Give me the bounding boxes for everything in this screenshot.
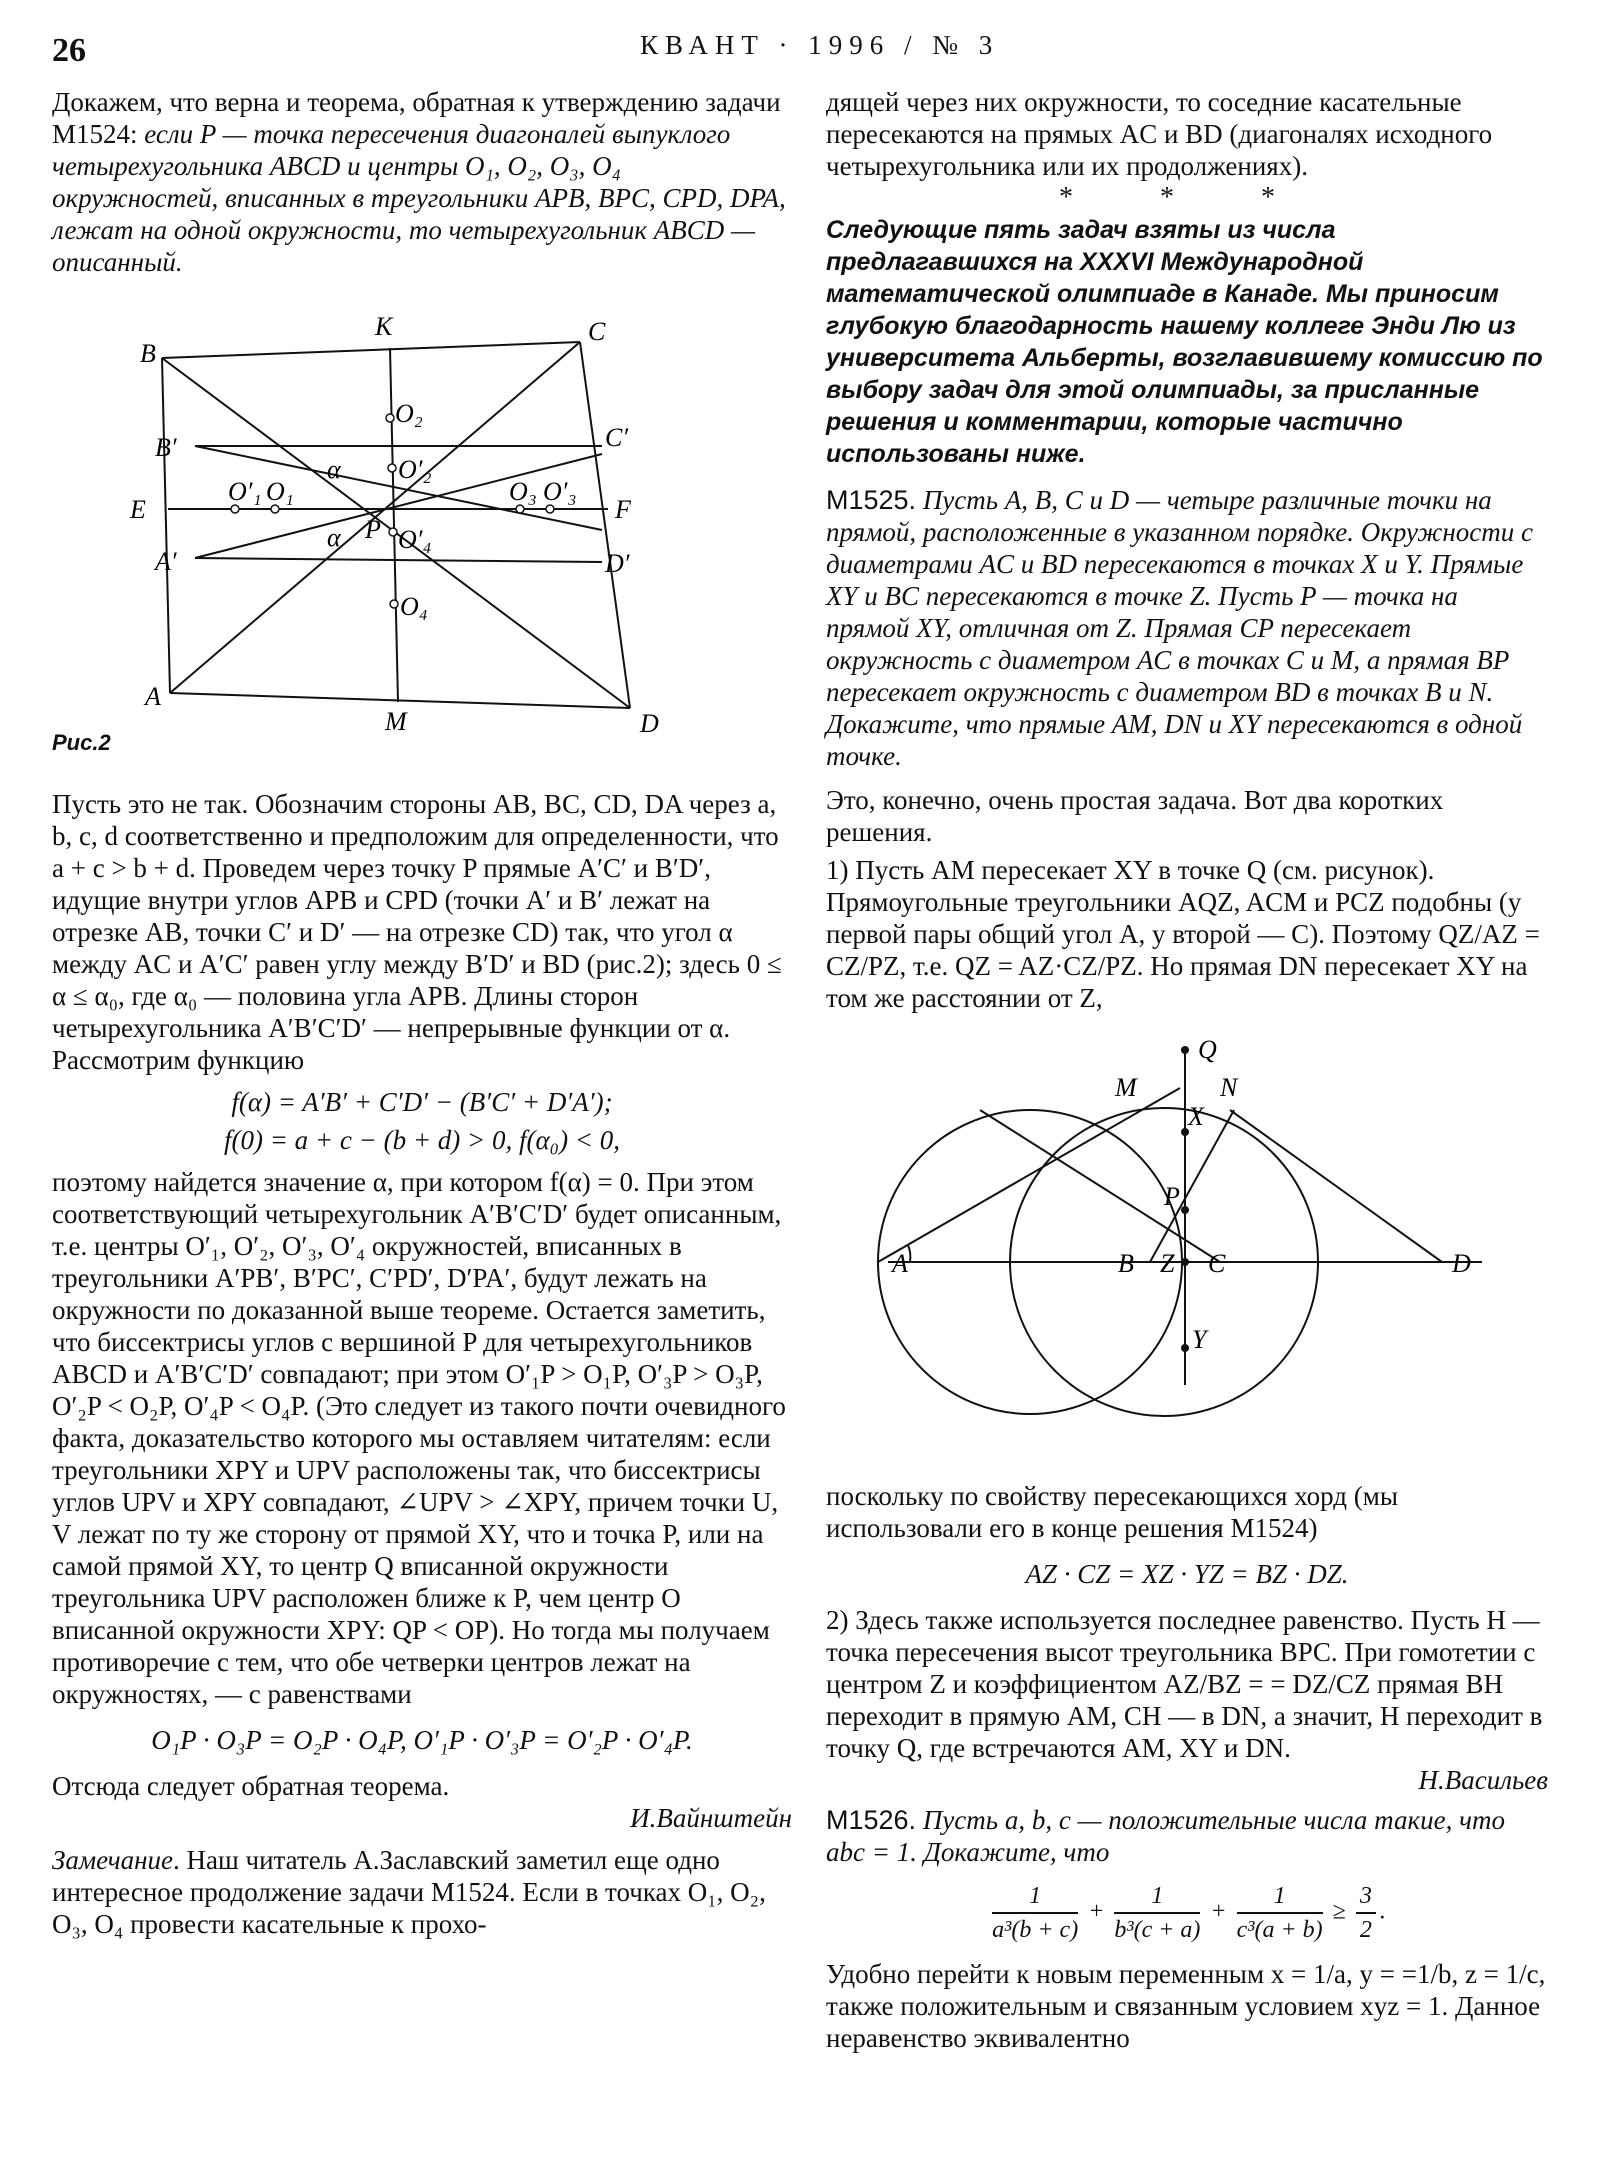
label-m: M: [1115, 1073, 1137, 1102]
label-c: C: [1208, 1249, 1226, 1278]
right-column-bottom: [826, 1480, 1548, 2054]
remark-label: Замечание: [52, 1845, 173, 1875]
side-ad: [170, 693, 630, 708]
label-d: D: [1452, 1249, 1471, 1278]
label-a-prime: A′: [155, 547, 177, 576]
intro-text: Докажем, что верна и теорема, обратная к утверждению задачи М1524:: [52, 87, 781, 149]
side-ab: [162, 358, 170, 693]
solution-2: 2) Здесь также используется последнее равенство. Пусть H — точка пересечения высот треугольника BPC. При гомотетии с центром Z и коэффициентом AZ/BZ = = DZ/CZ прямая BH переходит в прямую AM, CH — в DN, а значит, H переходит в точку Q, где встречаются AM, XY и DN.: [826, 1605, 1543, 1763]
label-e: E: [130, 495, 146, 524]
label-a: A: [892, 1249, 908, 1278]
proof-paragraph-1: Пусть это не так. Обозначим стороны AB, BC, CD, DA через a, b, c, d соответственно и предположим для определенности, что a + c > b + d. Проведем через точку P прямые A′C′ и B′D′, идущие внутри углов APB и CPD (точки A′ и B′ лежат на отрезке AB, точки C′ и D′ — на отрезке CD) так, что угол α между AC и A′C′ равен углу между B′D′ и BD (рис.2); здесь 0 ≤ α ≤ α₀, где α₀ — половина угла APB. Длины сторон четырехугольника A′B′C′D′ — непрерывные функции от α. Рассмотрим функцию: [52, 789, 782, 1075]
label-o4-prime: O′₄: [398, 525, 432, 554]
label-o1-prime: O′₁: [228, 477, 262, 506]
label-z: Z: [1160, 1249, 1175, 1278]
label-o3: O₃: [509, 477, 537, 506]
figure-circles-m1525: [870, 1040, 1510, 1480]
side-bc: [162, 342, 580, 358]
label-c-prime: C′: [605, 423, 629, 452]
label-o2-prime: O′₂: [398, 455, 432, 484]
label-o3-prime: O′₃: [543, 477, 577, 506]
label-alpha-top: α: [327, 455, 341, 484]
remark-continuation: дящей через них окружности, то соседние касательные пересекаются на прямых AC и BD (диагоналях исходного четырехугольника или их продолжениях).: [826, 87, 1493, 181]
formula-products: O₁P · O₃P = O₂P · O₄P, O′₁P · O′₃P = O′₂P · O′₄P.: [151, 1725, 693, 1755]
line-am: [878, 1088, 1180, 1262]
label-d: D: [640, 709, 659, 738]
signature-vasiliev: Н.Васильев: [1418, 1765, 1548, 1795]
problem-m1525-statement: Пусть A, B, C и D — четыре различные точки на прямой, расположенные в указанном порядке. Окружности с диаметрами AC и BD пересекаются в точках X и Y. Прямые XY и BC пересекаются в точке Z. Пусть P — точка на прямой XY, отличная от Z. Прямая CP пересекает окружность с диаметром AC в точках C и M, а прямая BP пересекает окружность с диаметром BD в точках B и N. Докажите, что прямые AM, DN и XY пересекаются в одной точке.: [826, 485, 1534, 771]
label-b: B: [1118, 1249, 1134, 1278]
label-o1: O₁: [266, 477, 294, 506]
line-a-prime-d-prime: [195, 558, 602, 562]
page-number: 26: [52, 32, 86, 69]
remark-text: . Наш читатель А.Заславский заметил еще одно интересное продолжение задачи М1524. Если в точках O₁, O₂, O₃, O₄ провести касательные к прохо-: [52, 1845, 766, 1939]
running-header: КВАНТ · 1996 / № 3: [640, 30, 1000, 60]
label-q: Q: [1198, 1040, 1217, 1064]
solution-1: 1) Пусть AM пересекает XY в точке Q (см. рисунок). Прямоугольные треугольники AQZ, ACM и PCZ подобны (у первой пары общий угол A, у второй — C). Поэтому QZ/AZ = CZ/PZ, т.е. QZ = AZ·CZ/PZ. Но прямая DN пересекает XY на том же расстоянии от Z,: [826, 855, 1540, 1013]
theorem-statement: если P — точка пересечения диагоналей выпуклого четырехугольника ABCD и центры O₁, O₂, O₃, O₄ окружностей, вписанных в треугольники APB, BPC, CPD, DPA, лежат на одной окружности, то четырехугольник ABCD — описанный.: [52, 119, 786, 277]
figure-2-quadrilateral: [100, 300, 720, 750]
label-k: K: [375, 312, 393, 341]
label-b-prime: B′: [155, 433, 177, 462]
problem-m1526-label: М1526.: [826, 1805, 917, 1835]
side-cd: [580, 342, 630, 708]
label-d-prime: D′: [605, 549, 630, 578]
signature-vainshtein: И.Вайнштейн: [630, 1803, 792, 1833]
problem-m1525-label: М1525.: [826, 485, 917, 515]
left-column-body: [52, 788, 792, 1940]
formula-f-alpha: f(α) = A′B′ + C′D′ − (B′C′ + D′A′);: [231, 1087, 613, 1117]
label-n: N: [1220, 1073, 1238, 1102]
proof-paragraph-3: Отсюда следует обратная теорема.: [52, 1771, 450, 1801]
label-m: M: [385, 707, 407, 736]
angle-mark-a: [908, 1245, 910, 1262]
label-alpha-bottom: α: [327, 523, 341, 552]
label-b: B: [140, 339, 156, 368]
label-c: C: [588, 317, 606, 346]
formula-chords: AZ · CZ = XZ · YZ = BZ · DZ.: [1025, 1559, 1349, 1589]
label-p: P: [365, 515, 381, 544]
label-p: P: [1164, 1182, 1180, 1211]
proof-paragraph-2: поэтому найдется значение α, при котором f(α) = 0. При этом соответствующий четырехугольник A′B′C′D′ будет описанным, т.е. центры O′₁, O′₂, O′₃, O′₄ окружностей, вписанных в треугольники A′PB′, B′PC′, C′PD′, D′PA′, будут лежать на окружности по доказанной выше теореме. Остается заметить, что биссектрисы углов с вершиной P для четырехугольников ABCD и A′B′C′D′ совпадают; при этом O′₁P > O₁P, O′₃P > O₃P, O′₂P < O₂P, O′₄P < O₄P. (Это следует из такого почти очевидного факта, доказательство которого мы оставляем читателям: если треугольники XPY и UPV расположены так, что биссектрисы углов UPV и XPY совпадают, ∠UPV > ∠XPY, причем точки U, V лежат по ту же сторону от прямой XY, что и точка P, или на самой прямой XY, то центр Q вписанной окружности треугольника UPV расположен ближе к P, чем центр O вписанной окружности XPY: QP < OP). Но тогда мы получаем противоречие с тем, что обе четверки центров лежат на окружностях, — с равенствами: [52, 1167, 786, 1709]
formula-f-zero: f(0) = a + c − (b + d) > 0, f(α₀) < 0,: [223, 1125, 621, 1155]
solution-intro: Это, конечно, очень простая задача. Вот два коротких решения.: [826, 785, 1444, 847]
solution-1-continuation: поскольку по свойству пересекающихся хорд (мы использовали его в конце решения М1524): [826, 1481, 1399, 1543]
figure-caption: Рис.2: [52, 730, 111, 755]
m1526-solution-start: Удобно перейти к новым переменным x = 1/a, y = =1/b, z = 1/c, также положительным и связанным условием xyz = 1. Данное неравенство эквивалентно: [826, 1959, 1546, 2053]
left-column-intro: [52, 86, 792, 278]
editorial-note: Следующие пять задач взяты из числа предлагавшихся на XXXVI Международной математической олимпиаде в Канаде. Мы приносим глубокую благодарность нашему коллеге Энди Лю из университета Альберты, возглавившему комиссию по выбору задач для этой олимпиады, за присланные решения и комментарии, которые частично использованы ниже.: [826, 216, 1543, 468]
label-x: X: [1188, 1102, 1204, 1131]
label-a: A: [145, 682, 161, 711]
label-y: Y: [1192, 1325, 1207, 1354]
section-separator: * * *: [1059, 182, 1315, 213]
line-dn: [1230, 1110, 1442, 1262]
inequality: $\frac{1}{\text{a³(b + c)}}$ + $\frac{1}{\text{b³(c + a)}}$ + $\frac{1}{\text{c³(a + b)}}$ ≥ $\frac{3}{2}$ .: [826, 1880, 1548, 1946]
right-column-top: [826, 86, 1548, 1014]
label-o4: O₄: [400, 592, 428, 621]
label-o2: O₂: [395, 399, 423, 428]
label-f: F: [615, 495, 631, 524]
problem-m1526-statement: Пусть a, b, c — положительные числа такие, что abc = 1. Докажите, что: [826, 1805, 1505, 1867]
